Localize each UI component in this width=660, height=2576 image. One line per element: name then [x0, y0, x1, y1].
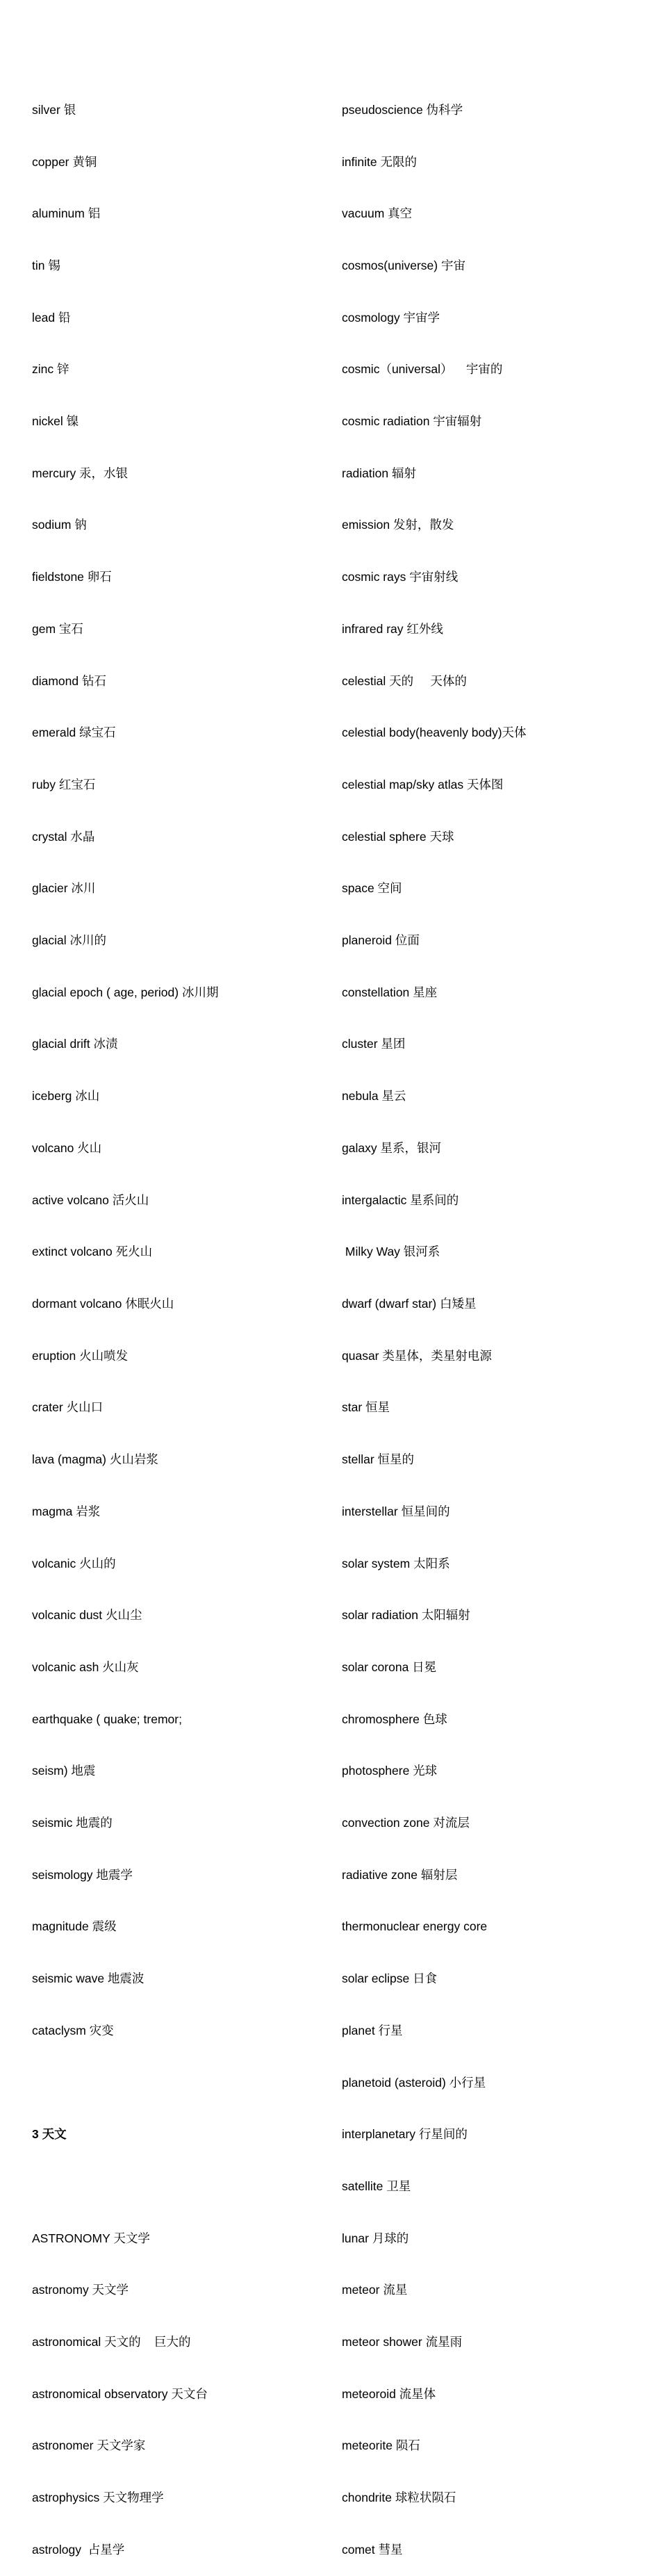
vocab-line: lava (magma) 火山岩浆 [32, 1452, 158, 1467]
vocab-line: interplanetary 行星间的 [342, 2127, 468, 2142]
vocab-line: nebula 星云 [342, 1089, 406, 1104]
vocab-line: astronomical 天文的 巨大的 [32, 2335, 191, 2349]
vocab-line: gem 宝石 [32, 621, 83, 636]
left-column [32, 67, 324, 2576]
vocab-line: galaxy 星系，银河 [342, 1140, 441, 1155]
vocab-line: cosmic（universal） 宇宙的 [342, 362, 503, 377]
vocab-line: ruby 红宝石 [32, 777, 96, 791]
vocab-line: chondrite 球粒状陨石 [342, 2491, 456, 2505]
vocab-line: zinc 锌 [32, 362, 69, 377]
vocab-line: celestial body(heavenly body)天体 [342, 725, 527, 740]
vocab-line: ASTRONOMY 天文学 [32, 2231, 150, 2245]
vocab-line: crystal 水晶 [32, 829, 95, 844]
vocab-line: meteoroid 流星体 [342, 2386, 436, 2401]
vocab-line: sodium 钠 [32, 518, 87, 532]
vocab-line: pseudoscience 伪科学 [342, 102, 463, 117]
vocab-line: meteorite 陨石 [342, 2438, 420, 2453]
vocab-line: seismic wave 地震波 [32, 1971, 145, 1986]
vocab-line: astrophysics 天文物理学 [32, 2491, 164, 2505]
vocab-line: seism) 地震 [32, 1764, 96, 1778]
vocab-line: astronomical observatory 天文台 [32, 2386, 208, 2401]
blank-line [32, 2074, 324, 2092]
vocab-line: solar corona 日冕 [342, 1659, 437, 1674]
vocab-line: glacial 冰川的 [32, 933, 106, 948]
vocab-line: stellar 恒星的 [342, 1452, 415, 1467]
vocab-line: chromosphere 色球 [342, 1712, 447, 1726]
vocab-line: space 空间 [342, 881, 402, 896]
vocab-line: meteor shower 流星雨 [342, 2335, 463, 2349]
vocab-line: constellation 星座 [342, 985, 438, 999]
vocab-line: planetoid (asteroid) 小行星 [342, 2075, 486, 2090]
vocab-line: cluster 星团 [342, 1037, 406, 1051]
vocab-line: emerald 绿宝石 [32, 725, 116, 740]
vocab-line: diamond 钻石 [32, 673, 106, 688]
vocab-line: cataclysm 灾变 [32, 2023, 114, 2037]
vocab-line: nickel 镍 [32, 414, 79, 429]
vocab-line: photosphere 光球 [342, 1764, 438, 1778]
vocab-line: satellite 卫星 [342, 2179, 411, 2193]
vocab-line: Milky Way 银河系 [342, 1245, 440, 1259]
vocab-line: silver 银 [32, 102, 76, 117]
vocab-line: glacier 冰川 [32, 881, 96, 896]
vocab-line: seismology 地震学 [32, 1867, 133, 1882]
vocab-line: planet 行星 [342, 2023, 403, 2037]
vocab-line: cosmos(universe) 宇宙 [342, 258, 465, 272]
vocab-line: glacial drift 冰渍 [32, 1037, 118, 1051]
vocab-line: vacuum 真空 [342, 206, 413, 221]
vocab-line: magma 岩浆 [32, 1504, 101, 1518]
vocab-line: astronomer 天文学家 [32, 2438, 146, 2453]
vocab-line: infinite 无限的 [342, 154, 417, 169]
vocab-line: infrared ray 红外线 [342, 621, 443, 636]
vocab-line: volcanic 火山的 [32, 1556, 116, 1570]
vocab-line: dwarf (dwarf star) 白矮星 [342, 1296, 477, 1311]
vocab-line: quasar 类星体，类星射电源 [342, 1348, 492, 1363]
vocab-line: volcano 火山 [32, 1140, 102, 1155]
vocab-line: volcanic dust 火山尘 [32, 1608, 142, 1623]
vocab-line: interstellar 恒星间的 [342, 1504, 450, 1518]
vocab-line: iceberg 冰山 [32, 1089, 100, 1104]
vocab-line: emission 发射，散发 [342, 518, 454, 532]
vocab-line: magnitude 震级 [32, 1919, 117, 1934]
vocab-line: radiation 辐射 [342, 466, 416, 480]
blank-line [32, 2178, 324, 2195]
vocab-line: extinct volcano 死火山 [32, 1245, 153, 1259]
vocab-line: lunar 月球的 [342, 2231, 409, 2245]
vocab-line: meteor 流星 [342, 2283, 408, 2297]
vocab-line: solar eclipse 日食 [342, 1971, 438, 1986]
vocab-line: convection zone 对流层 [342, 1816, 470, 1830]
vocab-line: celestial 天的 天体的 [342, 673, 467, 688]
vocab-line: astronomy 天文学 [32, 2283, 129, 2297]
vocab-line: astrology 占星学 [32, 2542, 125, 2557]
vocab-line: tin 锡 [32, 258, 60, 272]
vocab-line: fieldstone 卵石 [32, 570, 112, 584]
vocab-line: mercury 汞，水银 [32, 466, 129, 480]
vocab-line: active volcano 活火山 [32, 1192, 149, 1207]
vocab-line: comet 彗星 [342, 2542, 403, 2557]
vocab-line: radiative zone 辐射层 [342, 1867, 458, 1882]
vocab-line: solar system 太阳系 [342, 1556, 450, 1570]
vocab-line: earthquake ( quake; tremor; [32, 1712, 182, 1726]
vocab-line: celestial map/sky atlas 天体图 [342, 777, 504, 791]
vocab-line: copper 黄铜 [32, 154, 97, 169]
vocab-line: intergalactic 星系间的 [342, 1192, 459, 1207]
vocab-line: cosmic radiation 宇宙辐射 [342, 414, 482, 429]
vocab-line: dormant volcano 休眠火山 [32, 1296, 174, 1311]
vocab-line: cosmic rays 宇宙射线 [342, 570, 459, 584]
vocab-line: aluminum 铝 [32, 206, 101, 221]
vocab-line: planeroid 位面 [342, 933, 420, 948]
right-column [342, 67, 647, 2576]
vocab-line: seismic 地震的 [32, 1816, 113, 1830]
vocab-line: lead 铅 [32, 310, 71, 325]
vocab-line: celestial sphere 天球 [342, 829, 454, 844]
vocab-line: crater 火山口 [32, 1400, 104, 1415]
vocab-line: star 恒星 [342, 1400, 390, 1415]
vocab-line: glacial epoch ( age, period) 冰川期 [32, 985, 219, 999]
section-heading: 3 天文 [32, 2127, 67, 2142]
vocab-line: cosmology 宇宙学 [342, 310, 440, 325]
vocab-line: volcanic ash 火山灰 [32, 1659, 139, 1674]
vocab-line: thermonuclear energy core [342, 1919, 488, 1934]
vocab-line: solar radiation 太阳辐射 [342, 1608, 470, 1623]
vocab-line: eruption 火山喷发 [32, 1348, 129, 1363]
